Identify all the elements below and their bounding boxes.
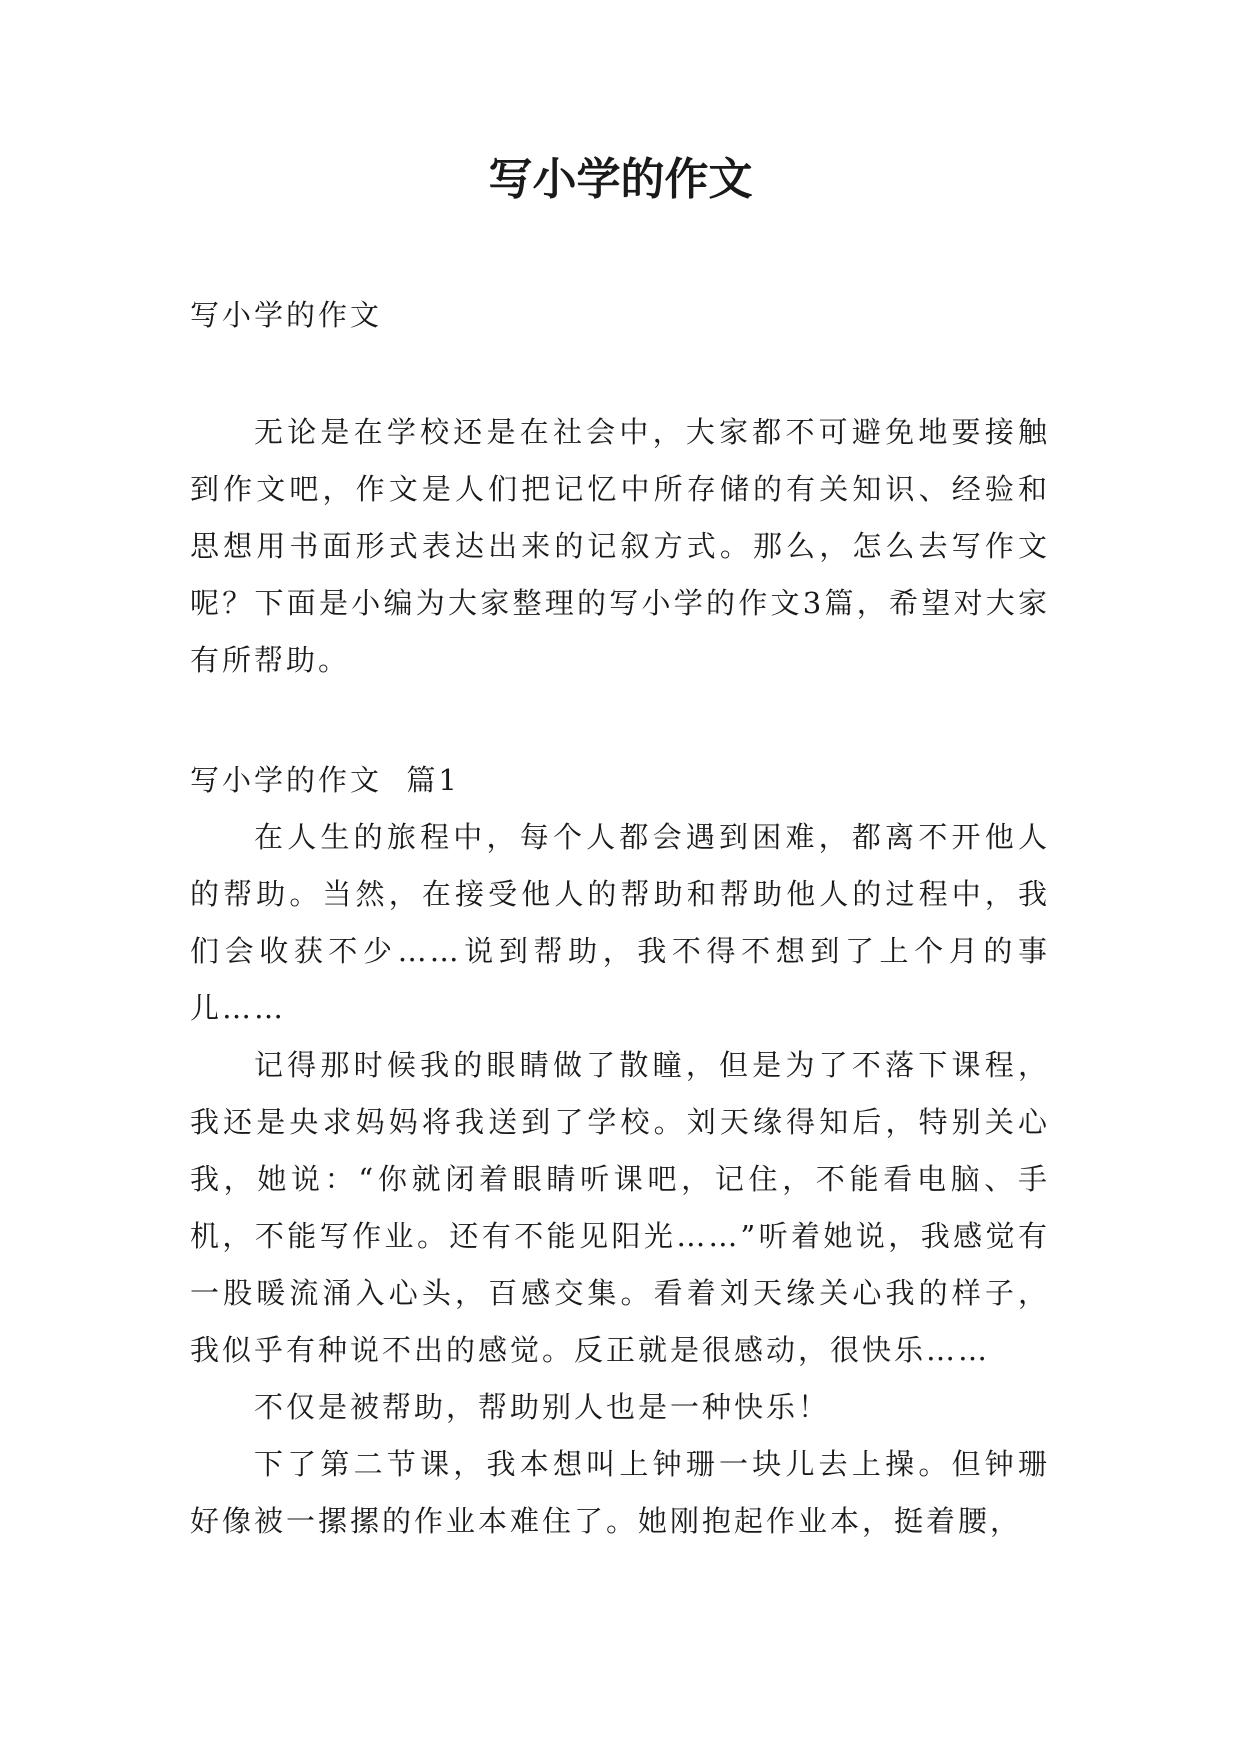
- intro-paragraph: 无论是在学校还是在社会中，大家都不可避免地要接触到作文吧，作文是人们把记忆中所存储的有关知识、经验和思想用书面形式表达出来的记叙方式。那么，怎么去写作文呢？下面是小编为大家整理的写小学的作文3篇，希望对大家有所帮助。: [190, 415, 1050, 677]
- intro-block: [190, 404, 1050, 689]
- essay-paragraph: 记得那时候我的眼睛做了散瞳，但是为了不落下课程，我还是央求妈妈将我送到了学校。刘天缘得知后，特别关心我，她说：“你就闭着眼睛听课吧，记住，不能看电脑、手机，不能写作业。还有不能见阳光……”听着她说，我感觉有一股暖流涌入心头，百感交集。看着刘天缘关心我的样子，我似乎有种说不出的感觉。反正就是很感动，很快乐……: [190, 1048, 1050, 1367]
- essay-paragraph: 在人生的旅程中，每个人都会遇到困难，都离不开他人的帮助。当然，在接受他人的帮助和帮助他人的过程中，我们会收获不少……说到帮助，我不得不想到了上个月的事儿……: [190, 820, 1050, 1025]
- subtitle-block: [190, 287, 1050, 344]
- document-title: 写小学的作文: [488, 154, 753, 205]
- essay-paragraph: 下了第二节课，我本想叫上钟珊一块儿去上操。但钟珊好像被一摞摞的作业本难住了。她刚抱起作业本，挺着腰，: [190, 1447, 1050, 1538]
- section-heading: 写小学的作文 篇1: [190, 763, 460, 797]
- essay-paragraph: 不仅是被帮助，帮助别人也是一种快乐！: [254, 1390, 831, 1424]
- subtitle: 写小学的作文: [190, 298, 383, 332]
- essay-section: [190, 752, 1050, 1550]
